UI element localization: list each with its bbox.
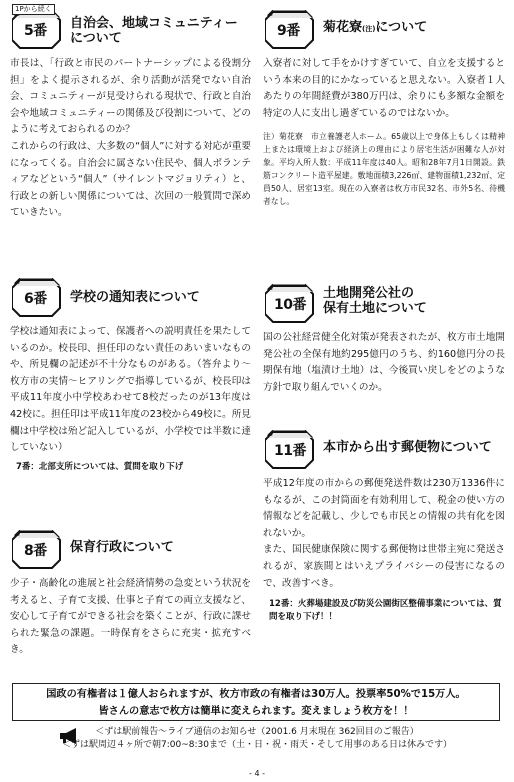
voter-message-box	[12, 683, 500, 721]
number-badge-8	[12, 530, 64, 566]
section-title: 自治会、地域コミュニティー について	[70, 16, 238, 46]
withdrawn-note-7: 7番：北部支所については、質問を取り下げ	[16, 461, 184, 472]
section-title: 本市から出す郵便物について	[323, 440, 492, 455]
number-badge-10	[265, 284, 317, 320]
section-body: 国の公社経営健全化対策が発表されたが、枚方市土地開発公社の全保有地約295億円のうち、約160億円分の長期保有地（塩漬け土地）は、今後買い戻しをどのような方針で取り組んでいくのか。	[263, 332, 505, 393]
section-5	[8, 4, 253, 222]
section-title: 土地開発公社の 保有土地について	[323, 286, 427, 316]
section-title: 菊花寮(注)について	[323, 20, 428, 35]
number-badge-9	[265, 10, 317, 46]
number-badge-5	[12, 10, 64, 46]
section-title: 学校の通知表について	[70, 290, 200, 305]
message-line-2: 皆さんの意志で枚方は簡単に変えられます。変えましょう枚方を！！	[98, 706, 414, 717]
section-body: 平成12年度の市からの郵便発送件数は230万1336件にもなるが、この封筒面を有効利用して、税金の使い方の情報などを記載し、少しでも市民との情報の共有化を図れないか。 また、国民健康保険に関する郵便物は世帯主宛に発送されるが、家族間とはいえプライバシーの侵害になるので、改善すべき。	[263, 478, 505, 589]
section-body: 学校は通知表によって、保護者への説明責任を果たしているのか。校長印、担任印のない責任のあいまいなものや、所見欄の記述が不十分なものがある。（答弁より～枚方市の実情～ヒアリングで指導しているが、校長印は平成11年度小中学校あわせて8校だったのが13年度は42校に。担任印は平成11年度の23校から49校に。所見欄は中学校は殆ど記入しているが、小学校では半数に達していない）	[10, 326, 251, 454]
section-8	[8, 524, 253, 659]
section-body: 少子・高齢化の進展と社会経済情勢の急変という状況を考えると、子育て支援、仕事と子育ての両立支援など、安心して子育てができる社会を築くことが、行政に課せられた緊急の課題。一時保育をさらに充実・拡充すべき。	[10, 578, 251, 656]
withdrawn-note-12: 12番：火葬場建設及び防災公園街区整備事業については、質問を取り下げ！！	[269, 599, 502, 623]
number-badge-11	[265, 430, 317, 466]
number-badge-6	[12, 278, 64, 314]
section-9	[261, 4, 507, 208]
badge-number: 8番	[24, 543, 47, 559]
section-body: 市長は、「行政と市民のパートナーシップによる役割分担」をよく提示されるが、余り活動が活発でない自治会、コミュニティーが見受けられる現状で、行政と自治会や地域コミュニティーの関係及び役割について、どのように考えておられるのか？ これからの行政は、大多数の“個人”に対する対応が重要になってくる。自治会に属さない住民や、個人ボランティアなどという“個人”（サイレントマジョリティ）と、行政との新しい関係については、次回の一般質問で深めていきたい。	[10, 58, 251, 219]
badge-number: 11番	[274, 443, 306, 459]
section-6	[8, 272, 253, 474]
station-report-notice: ＜ずは駅前報告～ライブ通信のお知らせ（2001.6 月末現在 362回目のご報告）	[95, 727, 419, 737]
badge-number: 5番	[24, 23, 47, 39]
badge-number: 9番	[277, 23, 300, 39]
page-number: - 4 -	[249, 769, 265, 778]
message-line-1: 国政の有権者は１億人おられますが、枚方市政の有権者は30万人。投票率50%で15万人。	[46, 689, 466, 700]
section-10	[261, 278, 507, 396]
section-11	[261, 424, 507, 624]
badge-number: 10番	[274, 297, 306, 313]
section-title: 保育行政について	[70, 540, 174, 555]
footnote: 注）菊花寮 市立養護老人ホーム。65歳以上で身体上もしくは精神上または環境上および経済上の理由により居宅生活が困難な人が対象。平均入所人数：平成11年度は40人。昭和28年7月1日開設。鉄筋コンクリート造平屋建。敷地面積3,226㎡、建物面積1,232㎡、定員50人、居室13室。現在の入寮者は枚方市民32名、市外5名、待機者なし。	[263, 132, 505, 207]
badge-number: 6番	[24, 291, 47, 307]
station-report-schedule: ＜ずは駅周辺４ヶ所で朝7:00~8:30まで（土・日・祝・雨天・そして用事のある日は休みです）	[62, 740, 452, 750]
continued-label: 1Pから続く	[12, 4, 55, 15]
section-body: 入寮者に対して手をかけすぎていて、自立を支援するという本来の目的にかなっていると思えない。入寮者１人あたりの年間経費が380万円は、余りにも多額な金額を特定の人に支出し過ぎているのではないか。	[263, 58, 505, 119]
